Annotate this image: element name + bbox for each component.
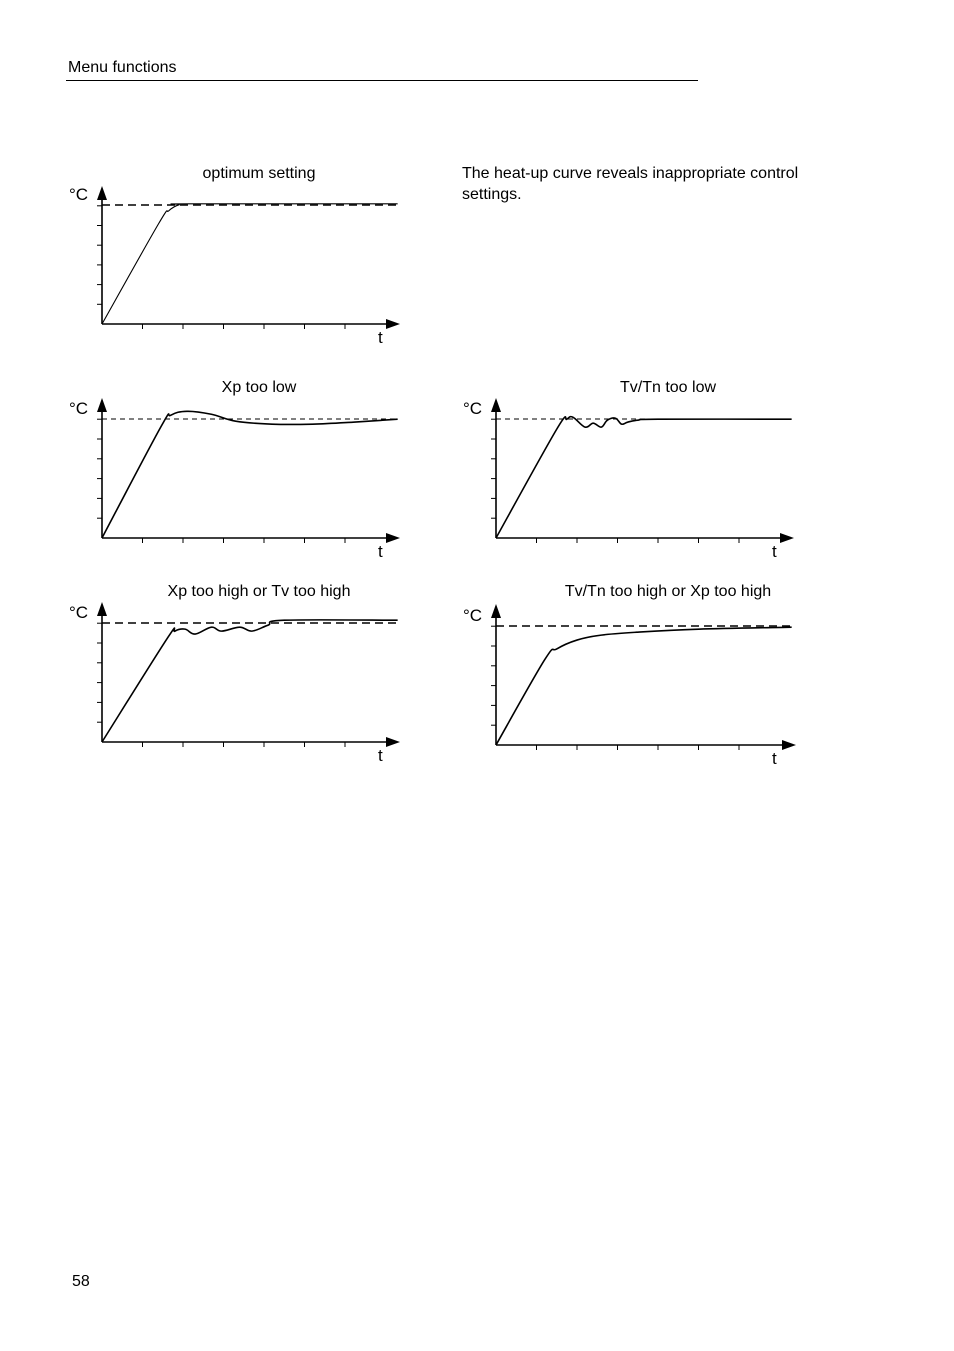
page-number: 58 <box>72 1273 90 1290</box>
x-axis-label: t <box>772 542 777 561</box>
response-curve <box>102 620 398 742</box>
y-axis-arrow <box>97 398 107 412</box>
y-axis-label: °C <box>463 399 483 418</box>
y-axis-arrow <box>491 398 501 412</box>
section-title: Menu functions <box>68 59 177 76</box>
chart-title: Xp too high or Tv too high <box>167 583 351 600</box>
chart-title: Xp too low <box>221 379 297 396</box>
y-axis-arrow <box>97 602 107 616</box>
chart-title: Tv/Tn too high or Xp too high <box>564 583 772 600</box>
chart-panel-4 <box>69 583 400 765</box>
response-curve <box>102 204 398 324</box>
chart-panel-1 <box>69 165 400 347</box>
chart-title: Tv/Tn too low <box>619 379 717 396</box>
description-text: The heat-up curve reveals inappropriate control settings. <box>462 165 799 203</box>
x-axis-label: t <box>378 328 383 347</box>
y-axis-label: °C <box>463 606 483 625</box>
chart-panel-2 <box>69 379 400 561</box>
chart-title: optimum setting <box>202 165 316 182</box>
x-axis-label: t <box>772 749 777 768</box>
y-axis-arrow <box>97 186 107 200</box>
x-axis-arrow <box>782 740 796 750</box>
chart-panel-3 <box>463 379 794 561</box>
chart-panel-5 <box>463 583 796 768</box>
y-axis-label: °C <box>69 185 89 204</box>
x-axis-arrow <box>386 533 400 543</box>
x-axis-arrow <box>386 319 400 329</box>
x-axis-arrow <box>780 533 794 543</box>
x-axis-arrow <box>386 737 400 747</box>
response-curve <box>496 417 792 538</box>
x-axis-label: t <box>378 746 383 765</box>
response-curve <box>496 627 792 745</box>
y-axis-label: °C <box>69 399 89 418</box>
y-axis-label: °C <box>69 603 89 622</box>
x-axis-label: t <box>378 542 383 561</box>
y-axis-arrow <box>491 604 501 618</box>
response-curve <box>102 411 398 538</box>
